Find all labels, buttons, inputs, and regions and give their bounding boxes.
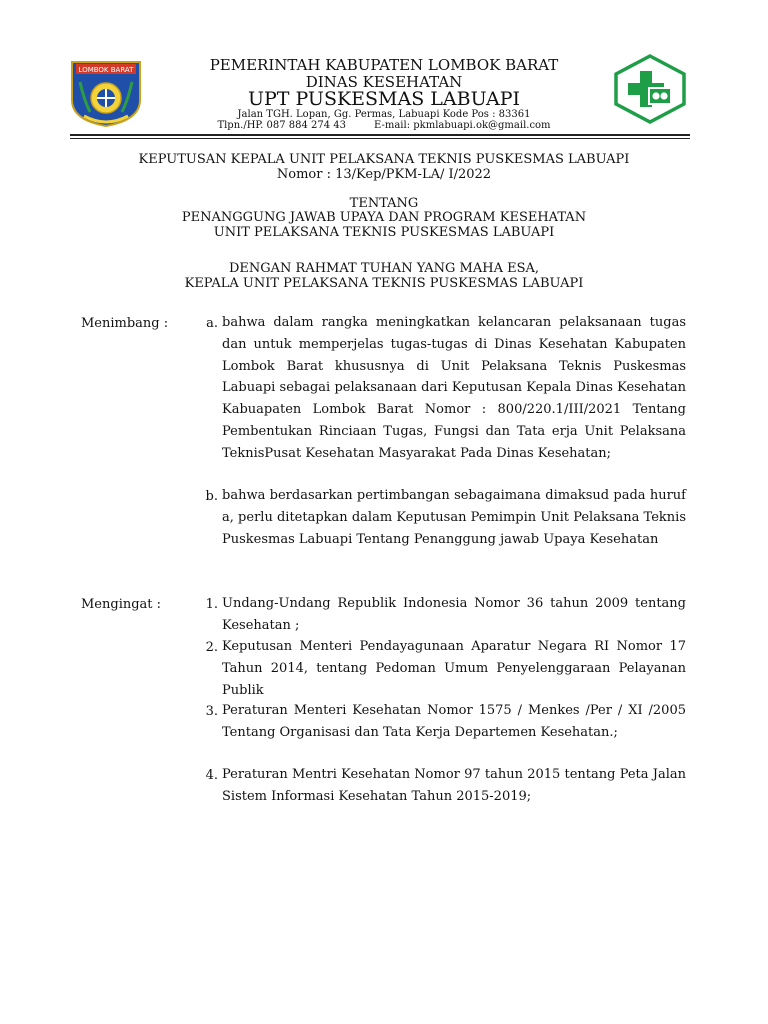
menimbang-mark-b: b. — [205, 489, 218, 504]
menimbang-item-b: bahwa berdasarkan pertimbangan sebagaimana dimaksud pada huruf a, perlu ditetapkan dalam Keputusan Pemimpin Unit Pelaksana Teknis Puskesmas Labuapi Tentang Penanggung jawab Upaya Kesehatan — [222, 488, 686, 547]
letterhead-government: PEMERINTAH KABUPATEN LOMBOK BARAT — [209, 56, 559, 74]
decree-tentang: TENTANG — [349, 196, 419, 211]
letterhead-contact — [150, 120, 618, 132]
mengingat-mark-4: 4. — [205, 768, 218, 783]
decree-title: KEPUTUSAN KEPALA UNIT PELAKSANA TEKNIS PUSKESMAS LABUAPI — [138, 152, 630, 167]
decree-number: Nomor : 13/Kep/PKM-LA/ I/2022 — [276, 167, 492, 182]
lombok-barat-emblem-icon — [70, 60, 142, 128]
letterhead-phone: Tlpn./HP. 087 884 274 43 — [217, 120, 346, 131]
letterhead-institution: UPT PUSKESMAS LABUAPI — [247, 88, 521, 110]
menimbang-label: Menimbang : — [81, 316, 169, 331]
letterhead-rule-thin — [70, 138, 690, 139]
mengingat-item-1: Undang-Undang Republik Indonesia Nomor 36 tahun 2009 tentang Kesehatan ; — [222, 596, 686, 633]
mengingat-mark-3: 3. — [205, 704, 218, 719]
menimbang-item-a: bahwa dalam rangka meningkatkan kelancaran pelaksanaan tugas dan untuk memperjelas tugas-tugas di Dinas Kesehatan Kabupaten Lombok Barat khususnya di Unit Pelaksana Teknis Puskesmas Labuapi sebagai pelaksanaan dari Keputusan Kepala Dinas Kesehatan Kabuapaten Lombok Barat Nomor : 800/220.1/III/2021 Tentang Pembentukan Rinciaan Tugas, Fungsi dan Tata erja Unit Pelaksana TeknisPusat Kesehatan Masyarakat Pada Dinas Kesehatan; — [222, 315, 686, 461]
decree-invocation: DENGAN RAHMAT TUHAN YANG MAHA ESA, — [228, 261, 540, 276]
mengingat-label: Mengingat : — [81, 597, 162, 612]
mengingat-item-2: Keputusan Menteri Pendayagunaan Aparatur Negara RI Nomor 17 Tahun 2014, tentang Pedoman Umum Penyelenggaraan Pelayanan Publik — [222, 639, 686, 698]
letterhead-rule — [70, 134, 690, 136]
mengingat-mark-1: 1. — [205, 597, 218, 612]
mengingat-item-4: Peraturan Mentri Kesehatan Nomor 97 tahun 2015 tentang Peta Jalan Sistem Informasi Kesehatan Tahun 2015-2019; — [222, 767, 686, 804]
emblem-text: LOMBOK BARAT — [78, 66, 134, 74]
decree-subject-unit: UNIT PELAKSANA TEKNIS PUSKESMAS LABUAPI — [213, 225, 555, 240]
mengingat-item-3: Peraturan Menteri Kesehatan Nomor 1575 / Menkes /Per / XI /2005 Tentang Organisasi dan Tata Kerja Departemen Kesehatan.; — [222, 703, 686, 740]
letterhead-department: DINAS KESEHATAN — [305, 73, 463, 91]
puskesmas-logo-icon — [612, 53, 688, 125]
menimbang-mark-a: a. — [206, 316, 218, 331]
mengingat-mark-2: 2. — [205, 640, 218, 655]
decree-subject: PENANGGUNG JAWAB UPAYA DAN PROGRAM KESEHATAN — [181, 210, 587, 225]
letterhead-email: E-mail: pkmlabuapi.ok@gmail.com — [374, 120, 551, 131]
decree-issuer: KEPALA UNIT PELAKSANA TEKNIS PUSKESMAS LABUAPI — [184, 276, 584, 291]
letterhead-address: Jalan TGH. Lopan, Gg. Permas, Labuapi Kode Pos : 83361 — [237, 109, 531, 120]
